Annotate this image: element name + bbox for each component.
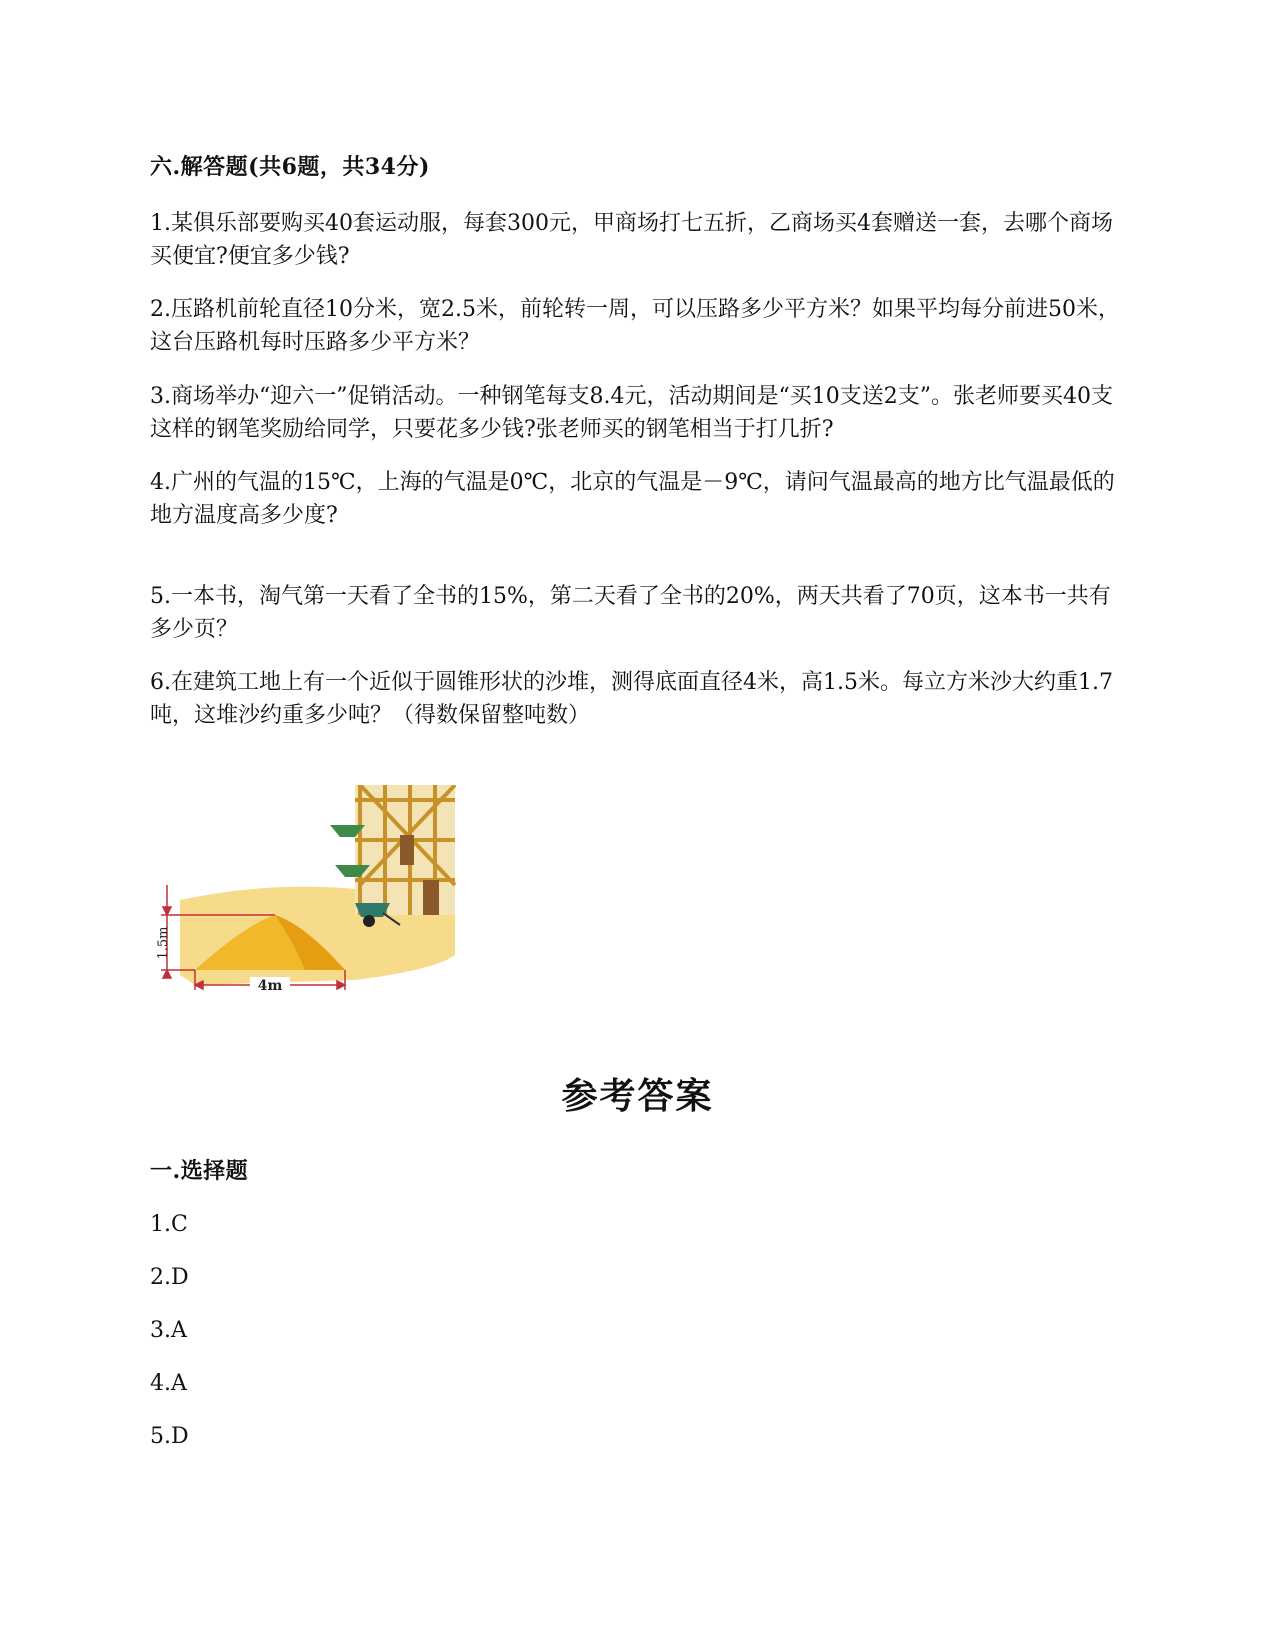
building-window	[400, 835, 414, 865]
answer-item-1: 1.C	[150, 1212, 188, 1237]
building-door	[423, 880, 439, 915]
answer-item-5: 5.D	[150, 1424, 189, 1449]
section-6-title: 六.解答题(共6题，共34分)	[150, 154, 430, 180]
question-4: 4.广州的气温的15℃，上海的气温是0℃，北京的气温是－9℃，请问气温最高的地方比气温最低的地方温度高多少度?	[150, 470, 1115, 528]
question-6: 6.在建筑工地上有一个近似于圆锥形状的沙堆，测得底面直径4米，高1.5米。每立方米沙大约重1.7吨，这堆沙约重多少吨？（得数保留整吨数）	[150, 670, 1113, 728]
question-1: 1.某俱乐部要购买40套运动服，每套300元，甲商场打七五折，乙商场买4套赠送一套，去哪个商场买便宜?便宜多少钱?	[150, 211, 1113, 269]
answer-key-title: 参考答案	[561, 1075, 714, 1117]
question-5: 5.一本书，淘气第一天看了全书的15%，第二天看了全书的20%，两天共看了70页，这本书一共有多少页？	[150, 584, 1111, 642]
answer-section-1-title: 一.选择题	[150, 1158, 249, 1184]
sand-pile-figure	[155, 785, 465, 1010]
answer-item-2: 2.D	[150, 1265, 189, 1290]
answer-item-3: 3.A	[150, 1318, 187, 1343]
height-label: 1.5m	[156, 926, 171, 960]
question-3: 3.商场举办“迎六一”促销活动。一种钢笔每支8.4元，活动期间是“买10支送2支”。张老师要买40支这样的钢笔奖励给同学，只要花多少钱?张老师买的钢笔相当于打几折?	[150, 384, 1113, 442]
sand-pile-illustration	[155, 785, 465, 1010]
diameter-label: 4m	[257, 978, 283, 994]
question-2: 2.压路机前轮直径10分米，宽2.5米，前轮转一周，可以压路多少平方米？如果平均每分前进50米，这台压路机每时压路多少平方米？	[150, 297, 1120, 355]
answer-item-4: 4.A	[150, 1371, 187, 1396]
